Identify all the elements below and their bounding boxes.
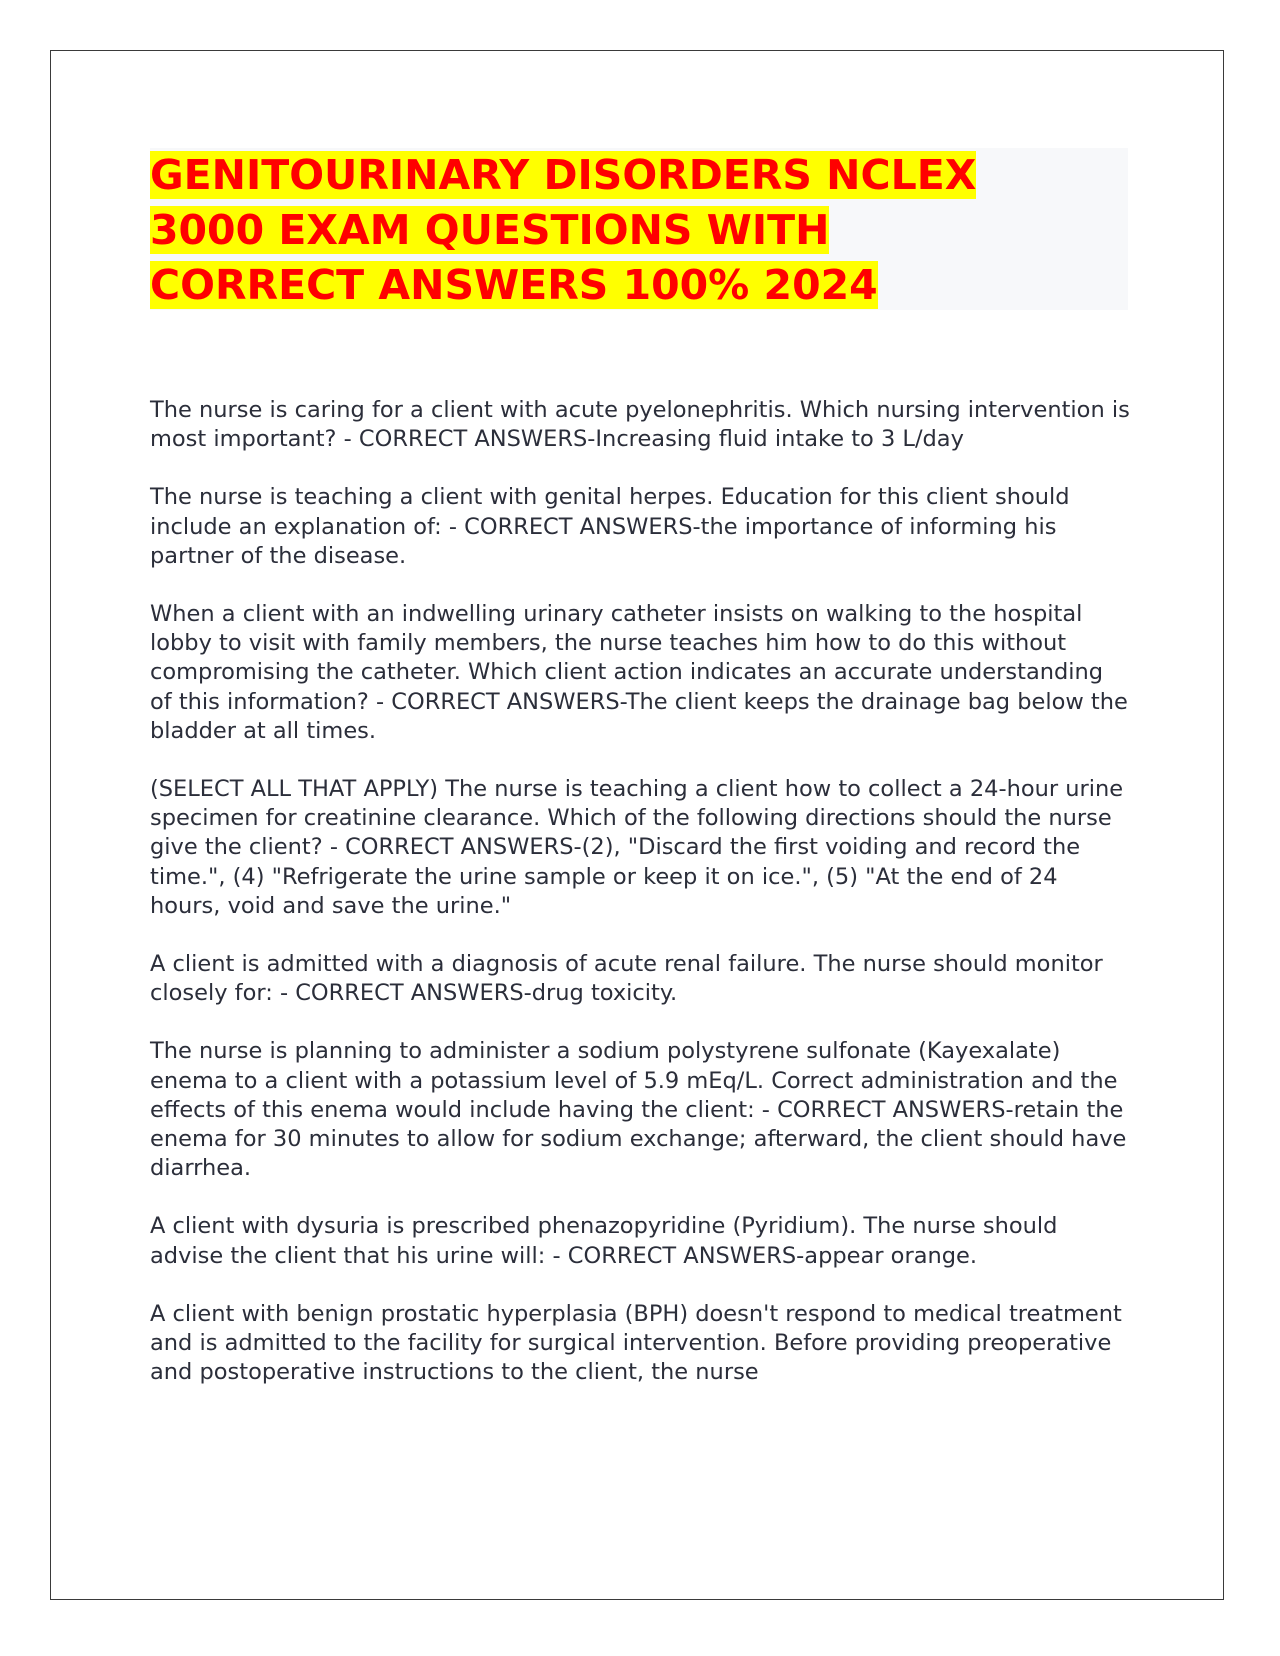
question-answer-item: A client is admitted with a diagnosis of acute renal failure. The nurse should monitor closely for: - CORRECT ANSWERS-drug toxicity. (150, 951, 1103, 1007)
question-answer-item: A client with benign prostatic hyperplasia (BPH) doesn't respond to medical treatment and is admitted to the facility for surgical intervention. Before providing preoperative and postoperative instructions to the client, the nurse (150, 1300, 1122, 1386)
title-line: 3000 EXAM QUESTIONS WITH (150, 206, 830, 254)
question-answer-item: The nurse is teaching a client with genital herpes. Education for this client should include an explanation of: - CORRECT ANSWERS-the importance of informing his partner of the disease. (150, 484, 1070, 569)
question-answer-item: The nurse is planning to administer a sodium polystyrene sulfonate (Kayexalate) enema to a client with a potassium level of 5.9 mEq/L. Correct administration and the effects of this enema would include having the client: - CORRECT ANSWERS-retain the enema for 30 minutes to allow for sodium exchange; afterward, the client should have diarrhea. (150, 1038, 1127, 1182)
question-answer-item: A client with dysuria is prescribed phenazopyridine (Pyridium). The nurse should advise the client that his urine will: - CORRECT ANSWERS-appear orange. (150, 1213, 1058, 1269)
document-title (150, 148, 1128, 313)
question-answer-item: When a client with an indwelling urinary catheter insists on walking to the hospital lobby to visit with family members, the nurse teaches him how to do this without compromising the catheter. Which client action indicates an accurate understanding of this information? - CORRECT ANSWERS-The client keeps the drainage bag below the bladder at all times. (150, 601, 1128, 744)
title-line: GENITOURINARY DISORDERS NCLEX (150, 151, 977, 199)
question-answer-item: (SELECT ALL THAT APPLY) The nurse is teaching a client how to collect a 24-hour urine specimen for creatinine clearance. Which of the following directions should the nurse give the client? - CORRECT ANSWERS-(2), "Discard the first voiding and record the time.", (4) "Refrigerate the urine sample or keep it on ice.", (5) "At the end of 24 hours, void and save the urine." (150, 776, 1124, 919)
title-line: CORRECT ANSWERS 100% 2024 (150, 261, 878, 309)
question-answer-item: The nurse is caring for a client with acute pyelonephritis. Which nursing intervention is most important? - CORRECT ANSWERS-Increasing fluid intake to 3 L/day (150, 397, 1130, 453)
question-list (150, 396, 1130, 1416)
title-block (150, 148, 1128, 310)
